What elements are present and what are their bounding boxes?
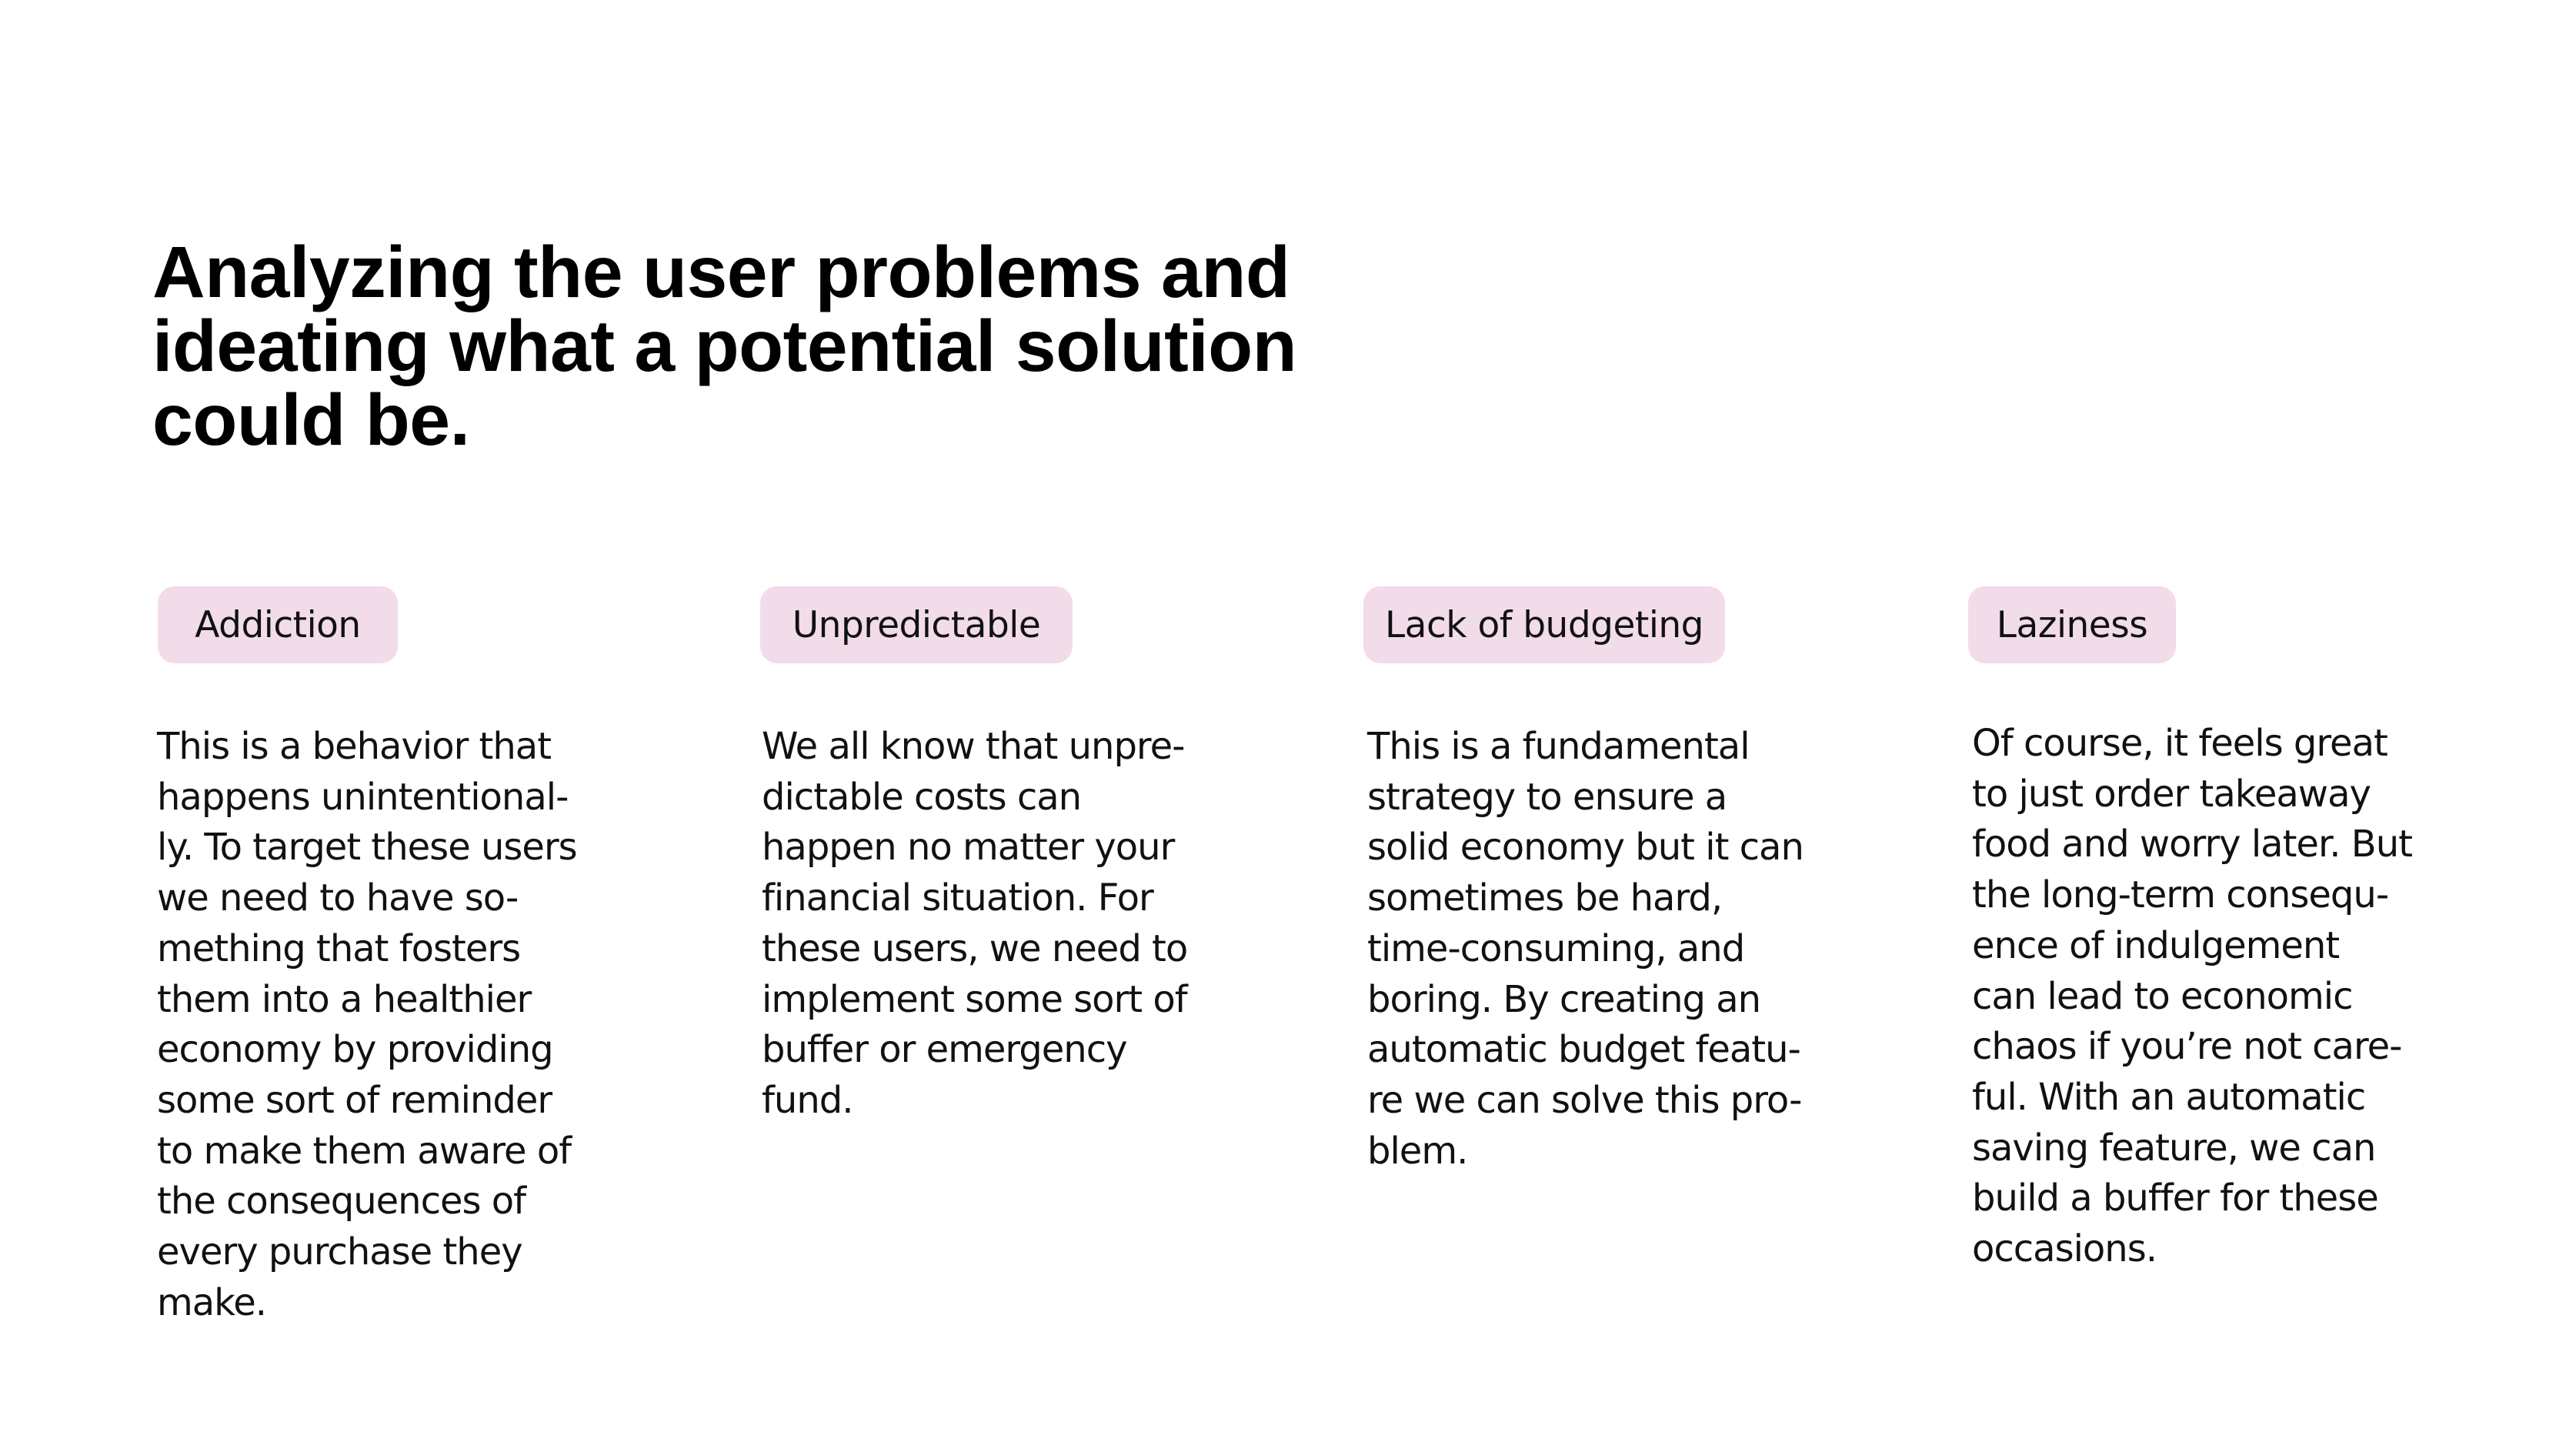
problem-tag: Unpredictable — [760, 586, 1073, 663]
description-line: occasions. — [1972, 1227, 2157, 1271]
page-title — [152, 232, 1460, 461]
description-line: every purchase they — [157, 1230, 522, 1274]
problem-description — [1972, 719, 2412, 1275]
page-title-line: could be. — [152, 379, 470, 461]
description-line: boring. By creating an — [1367, 977, 1761, 1021]
description-line: We all know that unpre- — [762, 725, 1185, 768]
description-line: Of course, it feels great — [1972, 722, 2387, 765]
page-title-line: Analyzing the user problems and — [152, 232, 1290, 313]
description-line: dictable costs can — [762, 775, 1082, 819]
page-title-line: ideating what a potential solution — [152, 305, 1297, 387]
description-line: sometimes be hard, — [1367, 876, 1723, 920]
description-line: buffer or emergency — [762, 1028, 1127, 1072]
description-line: strategy to ensure a — [1367, 775, 1727, 819]
description-line: to make them aware of — [157, 1129, 572, 1173]
description-line: solid economy but it can — [1367, 826, 1804, 870]
description-line: time-consuming, and — [1367, 926, 1745, 970]
description-line: the long-term consequ- — [1972, 873, 2389, 917]
description-line: ence of indulgement — [1972, 923, 2340, 967]
description-line: economy by providing — [157, 1028, 553, 1072]
description-line: saving feature, we can — [1972, 1126, 2376, 1170]
description-line: happens unintentional- — [157, 775, 569, 819]
description-line: can lead to economic — [1972, 974, 2353, 1018]
description-line: happen no matter your — [762, 826, 1175, 870]
description-line: This is a behavior that — [157, 725, 552, 768]
description-line: them into a healthier — [157, 977, 532, 1021]
description-line: some sort of reminder — [157, 1078, 552, 1122]
description-line: blem. — [1367, 1129, 1468, 1173]
problem-tag: Lack of budgeting — [1363, 586, 1725, 663]
description-line: these users, we need to — [762, 926, 1188, 970]
description-line: mething that fosters — [157, 926, 521, 970]
description-line: make. — [157, 1280, 267, 1324]
description-line: build a buffer for these — [1972, 1177, 2378, 1220]
description-line: ly. To target these users — [157, 826, 577, 870]
description-line: fund. — [762, 1078, 853, 1122]
description-line: implement some sort of — [762, 977, 1187, 1021]
description-line: to just order takeaway — [1972, 772, 2371, 816]
problem-description — [157, 722, 577, 1328]
description-line: chaos if you’re not care- — [1972, 1025, 2402, 1069]
description-line: financial situation. For — [762, 876, 1153, 920]
description-line: re we can solve this pro- — [1367, 1078, 1802, 1122]
problem-tag: Addiction — [158, 586, 398, 663]
description-line: This is a fundamental — [1367, 725, 1750, 768]
problem-description — [1367, 722, 1804, 1177]
description-line: we need to have so- — [157, 876, 519, 920]
description-line: automatic budget featu- — [1367, 1028, 1800, 1072]
problem-tag: Laziness — [1968, 586, 2176, 663]
problem-description — [762, 722, 1187, 1127]
description-line: food and worry later. But — [1972, 823, 2412, 866]
description-line: the consequences of — [157, 1180, 526, 1223]
description-line: ful. With an automatic — [1972, 1075, 2366, 1119]
